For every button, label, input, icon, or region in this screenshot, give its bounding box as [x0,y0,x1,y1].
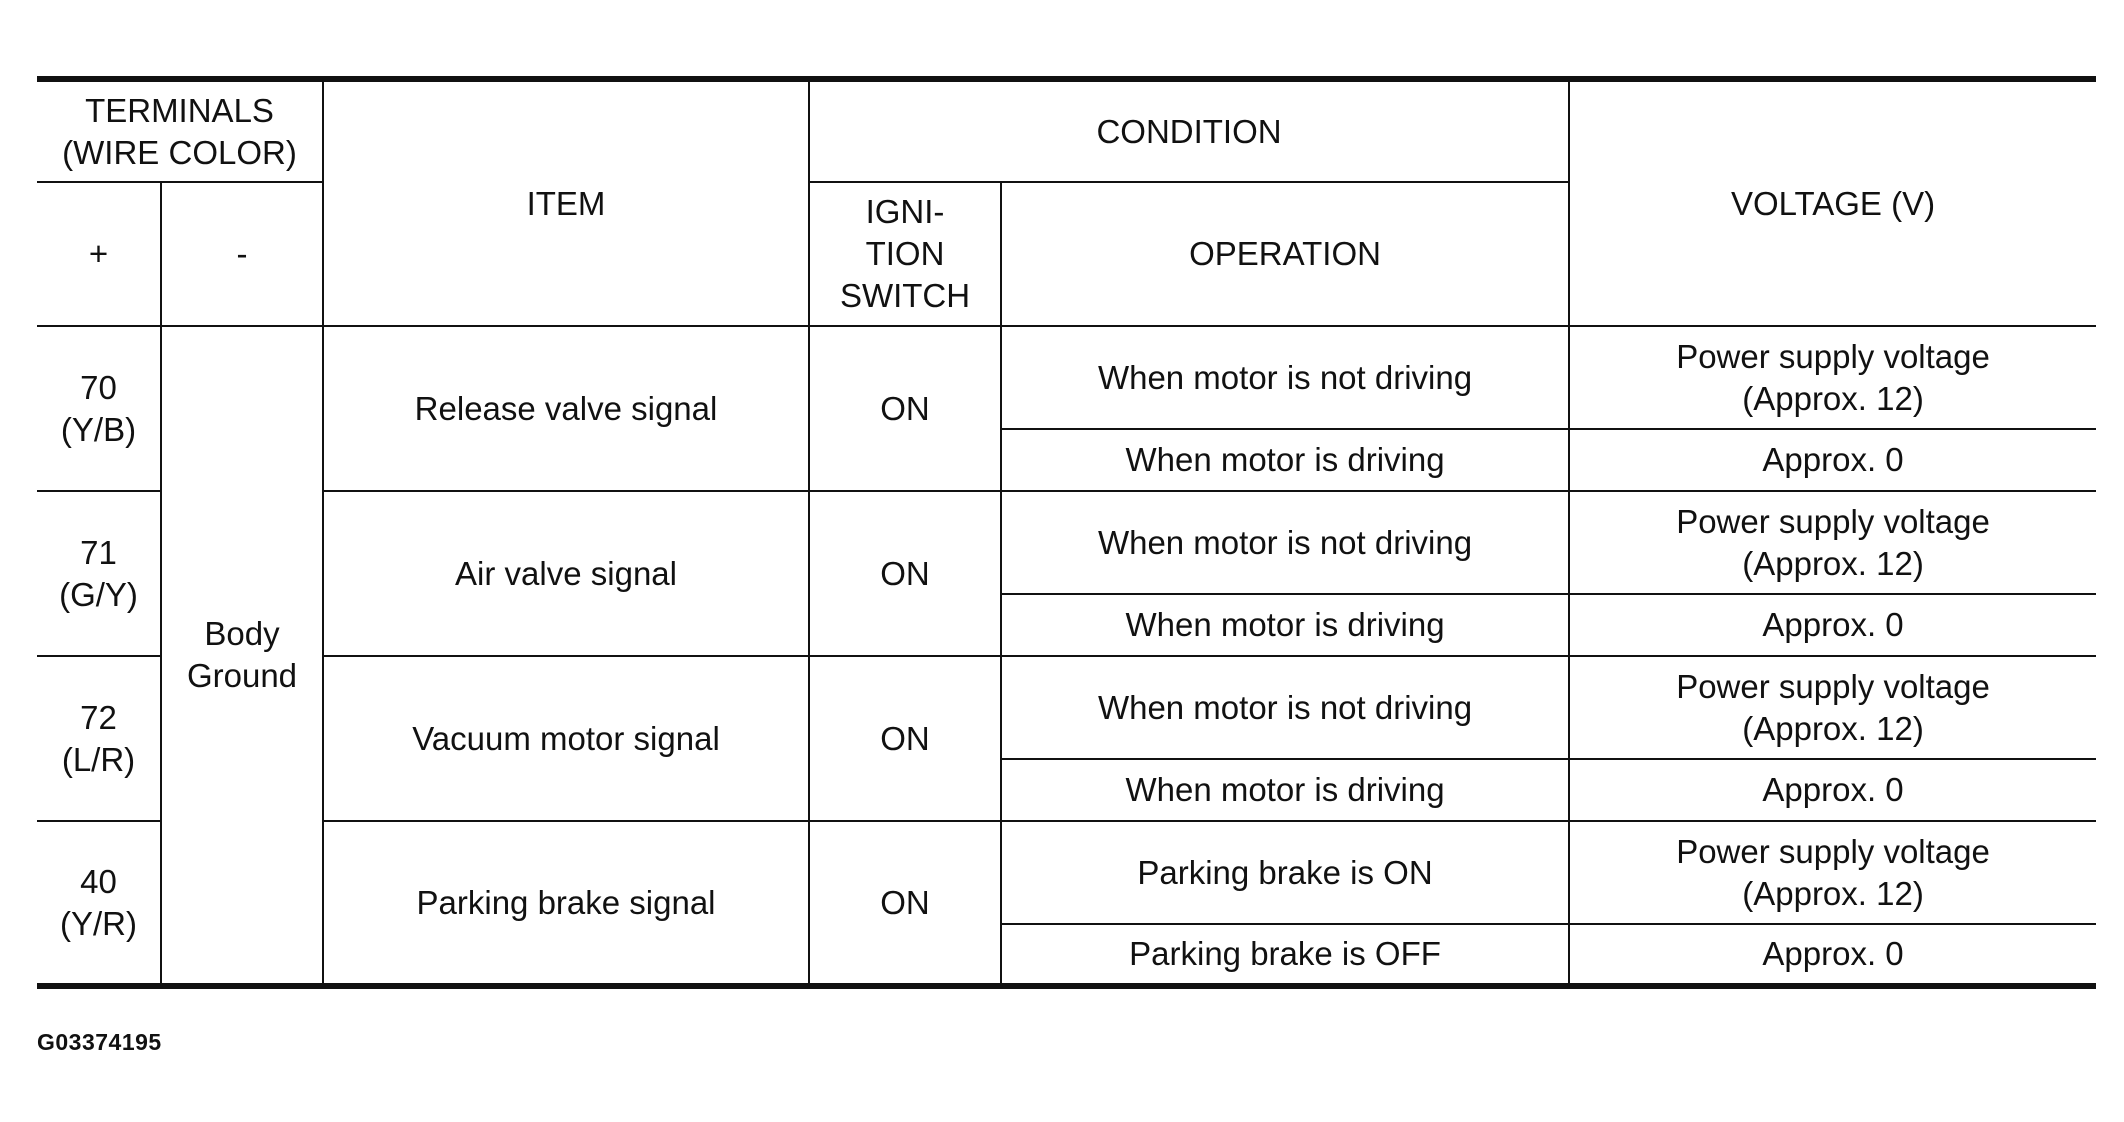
terminal-cell: 71 (G/Y) [37,491,161,656]
operation-cell: When motor is driving [1001,594,1569,656]
item-cell: Vacuum motor signal [323,656,809,821]
table-row [37,491,2096,594]
plus-terminal-header: + [37,182,161,326]
voltage-cell: Power supply voltage (Approx. 12) [1569,326,2096,429]
ignition-cell: ON [809,491,1001,656]
table-row [37,821,2096,924]
table-row [37,326,2096,429]
voltage-cell: Power supply voltage (Approx. 12) [1569,656,2096,759]
voltage-header: VOLTAGE (V) [1569,79,2096,326]
ignition-switch-header: IGNI- TION SWITCH [809,182,1001,326]
terminal-voltage-table [37,76,2096,989]
operation-cell: Parking brake is OFF [1001,924,1569,986]
condition-header: CONDITION [809,79,1569,182]
operation-cell: Parking brake is ON [1001,821,1569,924]
item-cell: Parking brake signal [323,821,809,986]
minus-terminal-header: - [161,182,323,326]
ignition-cell: ON [809,821,1001,986]
operation-cell: When motor is not driving [1001,491,1569,594]
voltage-cell: Approx. 0 [1569,924,2096,986]
voltage-cell: Approx. 0 [1569,429,2096,491]
header-row-top [37,79,2096,182]
item-cell: Air valve signal [323,491,809,656]
terminal-cell: 70 (Y/B) [37,326,161,491]
body-ground-cell: Body Ground [161,326,323,986]
terminal-cell: 40 (Y/R) [37,821,161,986]
operation-cell: When motor is not driving [1001,656,1569,759]
voltage-cell: Approx. 0 [1569,594,2096,656]
item-header: ITEM [323,79,809,326]
operation-header: OPERATION [1001,182,1569,326]
operation-cell: When motor is not driving [1001,326,1569,429]
table-row [37,656,2096,759]
figure-id-label: G03374195 [37,1029,162,1055]
terminal-cell: 72 (L/R) [37,656,161,821]
operation-cell: When motor is driving [1001,429,1569,491]
item-cell: Release valve signal [323,326,809,491]
terminals-header: TERMINALS (WIRE COLOR) [37,79,323,182]
operation-cell: When motor is driving [1001,759,1569,821]
voltage-cell: Approx. 0 [1569,759,2096,821]
ignition-cell: ON [809,656,1001,821]
ignition-cell: ON [809,326,1001,491]
voltage-cell: Power supply voltage (Approx. 12) [1569,491,2096,594]
voltage-cell: Power supply voltage (Approx. 12) [1569,821,2096,924]
